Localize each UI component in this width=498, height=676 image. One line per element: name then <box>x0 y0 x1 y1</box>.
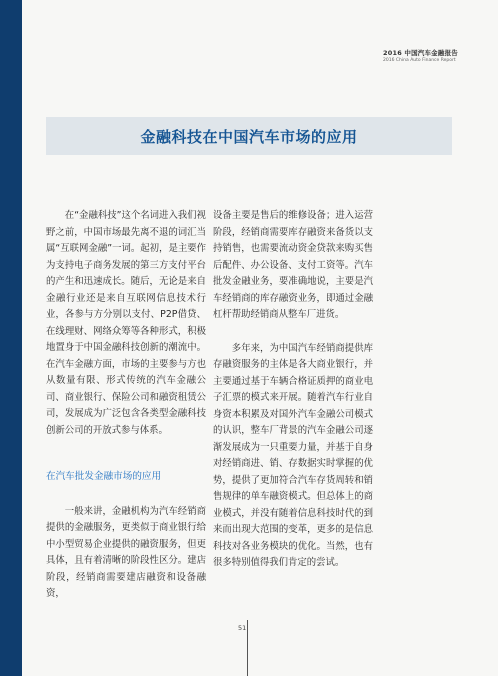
section-title-banner <box>46 117 452 155</box>
left-column <box>46 208 206 603</box>
page-number-rule <box>247 620 248 676</box>
right-paragraph-1: 设备主要是售后的维修设备；进入运营阶段，经销商需要库存融资来备货以支持销售，也需要流动资金贷款来购买售后配件、办公设备、支付工资等。汽车批发金融业务，要准确地说，主要是汽车经销商的库存融资业务，即通过金融杠杆帮助经销商从整车厂进货。 <box>213 210 373 320</box>
right-column <box>213 208 373 572</box>
section-title: 金融科技在中国汽车市场的应用 <box>140 127 358 146</box>
page-number: 51 <box>238 624 247 632</box>
report-header <box>383 48 458 63</box>
right-paragraph-2: 多年来，为中国汽车经销商提供库存融资服务的主体是各大商业银行，并主要通过基于车辆合格证质押的商业电子汇票的模式来开展。随着汽车行业自身资本积累及对国外汽车金融公司模式的认识，整车厂背景的汽车金融公司逐渐发展成为一只重要力量，并基于自身对经销商进、销、存数据实时掌握的优势，提供了更加符合汽车存货周转和销售规律的单车融资模式。但总体上的商业模式，并没有随着信息科技时代的到来而出现大范围的变革，更多的是信息科技对各业务模块的优化。当然，也有很多特别值得我们肯定的尝试。 <box>213 342 373 568</box>
report-subtitle: 2016 China Auto Finance Report <box>383 58 456 63</box>
report-title: 2016 中国汽车金融报告 <box>383 49 458 57</box>
left-accent-bar <box>0 0 22 676</box>
left-paragraph-1: 在“金融科技”这个名词进入我们视野之前，中国市场最先离不退的词汇当属“互联网金融”一词。起初，是主要作为支持电子商务发展的第三方支付平台的产生和迅速成长。随后，无论是来自金融行业还是来自互联网信息技术行业，各参与方分别以支付、P2P借贷、在线理财、网络众筹等各种形式，积极地置身于中国金融科技创新的潮流中。在汽车金融方面，市场的主要参与方也从数量有限、形式传统的汽车金融公司、商业银行、保险公司和融资租赁公司，发展成为广泛包含各类型金融科技创新公司的开放式参与体系。 <box>46 210 206 436</box>
left-paragraph-2: 一般来讲，金融机构为汽车经销商提供的金融服务，更类似于商业银行给中小型贸易企业提供的融资服务，但更具体，且有着清晰的阶段性区分。建店阶段，经销商需要建店融资和设备融资， <box>46 505 206 599</box>
subheading-wholesale: 在汽车批发金融市场的应用 <box>46 471 162 482</box>
